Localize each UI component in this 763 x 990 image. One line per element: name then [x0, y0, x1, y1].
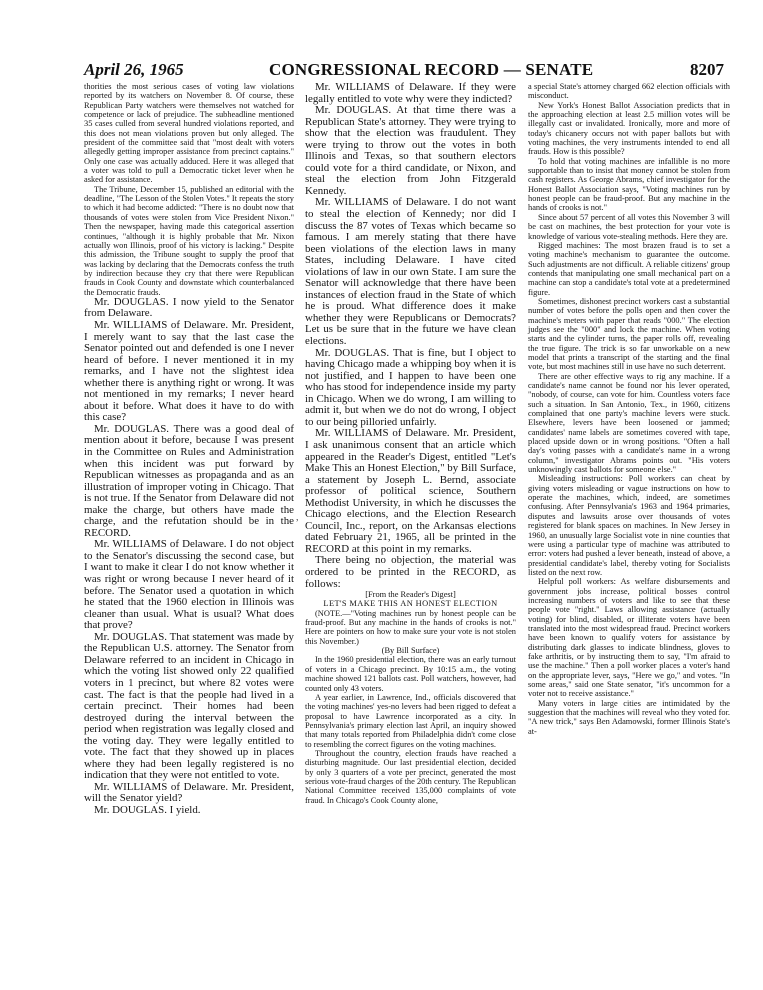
paragraph: Mr. WILLIAMS of Delaware. Mr. President, will the Senator yield? — [84, 780, 294, 805]
paragraph: Misleading instructions: Poll workers can cheat by giving voters misleading or vague instructions on how to operate the machines, which, indeed, are sometimes confusing. After Pennsylvania's 1963 and 1964 primaries, disputes and lawsuits arose over thousands of votes registered for blank spaces on machines. In New Jersey in 1960, an unusually large Socialist vote in nine counties that were using a particular type of machine was attributed to error: voters had pushed a lever beneath, instead of above, a presidential candidate's label, thereby voting for Socialists listed on the next row. — [528, 474, 730, 577]
paragraph: Mr. DOUGLAS. There was a good deal of mention about it before, because I was present in the Committee on Rules and Administration when this incident was put forward by Republican witnesses as propaganda and as an illustration of improper voting in Chicago. That is not true. If the Senator from Delaware did not make the charge, but others have made the charge, and the refutation should be in the RECORD. — [84, 422, 294, 539]
publication-title: CONGRESSIONAL RECORD — SENATE — [269, 60, 594, 79]
paragraph: Mr. WILLIAMS of Delaware. Mr. President, I merely want to say that the last case the Senator pointed out and defended is one I never heard of before. I never mentioned it in my remarks, and I have not the slightest idea whether there is anything right or wrong. It was not mentioned in my remarks; I never heard about it before. What does it have to do with this case? — [84, 319, 294, 424]
paragraph: Throughout the country, election frauds have reached a disturbing magnitude. Our last presidential election, decided by only 3 quarters of a vote per precinct, generated the most serious vote-fraud charges of the 20th century. The Republican National Committee received 135,000 complaints of vote fraud. In Chicago's Cook County alone, — [305, 748, 516, 805]
paragraph: Mr. DOUGLAS. That statement was made by the Republican U.S. attorney. The Senator from Delaware referred to an incident in Chicago in which the voting list showed only 22 qualified voters in 1 precinct, but where 82 votes were cast. The fact is that the people had lived in a certain precinct. Their homes had been destroyed during the interval between the period when registration was legally closed and the voting day. They were legally entitled to vote. The fact that they showed up in places where they had been legally registered is no indication that they were not entitled to vote. — [84, 630, 294, 782]
paragraph: There being no objection, the material was ordered to be printed in the RECORD, as follows: — [305, 554, 516, 590]
paragraph: Mr. WILLIAMS of Delaware. If they were legally entitled to vote why were they indicted? — [305, 81, 516, 105]
paragraph: Mr. DOUGLAS. That is fine, but I object to having Chicago made a whipping boy when it is not justified, and I happen to have been one who has stood for independence inside my party in Chicago. When we do wrong, I am willing to admit it, but when we do not do wrong, I object to our being pilloried unfairly. — [305, 346, 516, 428]
margin-mark: , — [296, 512, 299, 523]
paragraph: (NOTE.—"Voting machines run by honest people can be fraud-proof. But any machine in the hands of crooks is not." Here are pointers on how to make sure your vote is not stolen this November.) — [305, 608, 516, 646]
column-left — [84, 82, 294, 817]
paragraph: In the 1960 presidential election, there was an early turnout of voters in a Chicago precinct. By 10:15 a.m., the voting machine showed 121 ballots cast. Poll watchers, however, had counted only 43 voters. — [305, 655, 516, 693]
paragraph: Mr. DOUGLAS. I yield. — [94, 803, 201, 816]
paragraph: Mr. DOUGLAS. I now yield to the Senator from Delaware. — [84, 295, 294, 320]
paragraph: Mr. WILLIAMS of Delaware. I do not object to the Senator's discussing the second case, but I want to make it clear I do not know whether it was right or wrong because I never heard of it before. The Senator used a quotation in which he stated that the 1960 election in Illinois was cleaner than usual. What is usual? What does that prove? — [84, 538, 294, 632]
paragraph: The Tribune, December 15, published an editorial with the deadline, "The Lesson of the Stolen Votes." It repeats the story to which it had become addicted: "There is no doubt now that thousands of votes were stolen from Vice President Nixon." Then the newspaper, having made this categorical assertion continues, "although it is highly probable that Mr. Nixon actually won Illinois, proof of his victory is lacking." Despite this admission, the Tribune sought to supply the proof that was lacking by declaring that the Democrats confess the truth by indirection because they cry that there were Republican frauds in Cook County and downstate which counterbalanced the Democratic frauds. — [84, 184, 294, 297]
paragraph: New York's Honest Ballot Association predicts that in the approaching election at least 2.5 million votes will be illegally cast or invalidated. Ironically, more and more of today's chicanery occurs not with paper ballots but with voting machines, the very instruments intended to end all frauds. How is this possible? — [528, 100, 730, 157]
column-right — [528, 82, 730, 736]
paragraph: Rigged machines: The most brazen fraud is to set a voting machine's mechanism to guarantee the outcome. Such adjustments are not difficult. A reliable citizens' group contends that manipulating one small mechanical part on a machine can stop a candidate's total vote at a predetermined figure. — [528, 240, 730, 297]
paragraph: A year earlier, in Lawrence, Ind., officials discovered that the voting machines' yes-no levers had been rigged to defeat a proposal to have Lawrence incorporated as a city. In Pennsylvania's primary election last April, an inquiry showed that many totals reported from Philadelphia didn't come close to resembling the correct figures on the voting machines. — [305, 692, 516, 749]
page-number: 8207 — [690, 60, 724, 79]
paragraph: Mr. DOUGLAS. At that time there was a Republican State's attorney. They were trying to show that the election was fraudulent. They were trying to throw out the votes in both Illinois and Texas, so that southern electors could vote for a third candidate, or Nixon, and steal the election from John Fitzgerald Kennedy. — [305, 104, 516, 197]
column-middle — [305, 82, 516, 805]
paragraph: [From the Reader's Digest] — [365, 590, 456, 600]
paragraph: LET'S MAKE THIS AN HONEST ELECTION — [323, 599, 498, 609]
paragraph: Helpful poll workers: As welfare disbursements and government jobs increase, political bosses control increasing numbers of voters and like to see that these people vote "right." Laws allowing assistance (actually voting) for blind, disabled, or illiterate voters have been translated into the most widespread fraud. Precinct workers have been known to qualify voters for assistance by distributing dark glasses to indicate blindness, gloves to fake arthritis, or by instructing them to say, "I'm afraid to use the machine." Then a poll worker places a voter's hand on the appropriate lever, says, "Here we go," and votes. "In some areas," said one State senator, "it's uncommon for a voter not to receive assistance." — [528, 577, 730, 699]
issue-date: April 26, 1965 — [84, 60, 184, 79]
paragraph: Mr. WILLIAMS of Delaware. I do not want to steal the election of Kennedy; nor did I discuss the 87 votes of Texas which became so famous. I am merely stating that there have been violations of the election laws in many States, including Delaware. I have cited violations of law in our own State. I am sure the Senator will acknowledge that there have been instances of election fraud in the State of which he is proud. What difference does it make whether they were Republicans or Democrats? Let us be sure that in the future we have clean elections. — [305, 196, 516, 348]
paragraph: Sometimes, dishonest precinct workers cast a substantial number of votes before the polls open and then cover the machine's meters with paper that reads "000." The election judges see the "000" and lock the machine. When voting starts and the cylinder turns, the paper rolls off, revealing the true figure. The trick is so far unworkable on a new model that prints a transcript of the starting and the final vote, but most machines still in use have no such deterrent. — [528, 296, 730, 372]
paragraph: (By Bill Surface) — [381, 646, 440, 656]
paragraph: Many voters in large cities are intimidated by the suggestion that the machines will reveal who they voted for. "A new trick," says Ben Adamowski, former Illinois State's at- — [528, 698, 730, 736]
page-header — [84, 60, 724, 80]
paragraph: a special State's attorney charged 662 election officials with misconduct. — [528, 82, 730, 101]
paragraph: Since about 57 percent of all votes this November 3 will be cast on machines, the best protection for your vote is knowledge of various vote-stealing methods. Here they are. — [528, 212, 730, 241]
paragraph: There are other effective ways to rig any machine. If a candidate's name cannot be found nor his lever operated, "nobody, of course, can vote for him. Countless voters face such a situation. In San Antonio, Tex., in 1960, citizens complained that one party's machine levers were stuck. Elsewhere, levers have been loosened or jammed; candidates' name labels are sometimes covered with tape, placed upside down or in wrong positions. "Often a hall day's voting passes with a candidate's name in a wrong column," investigator Abrams points out. "His voters unknowingly cast ballots for someone else." — [528, 371, 730, 475]
paragraph: Mr. WILLIAMS of Delaware. Mr. President, I ask unanimous consent that an article which appeared in the Reader's Digest, entitled "Let's Make This an Honest Election," by Bill Surface, a statement by Joseph L. Bernd, associate professor of political science, Southern Methodist University, in which he discusses the Chicago elections, and the Election Research Council, Inc., report, on the Arkansas elections dated February 21, 1965, all be printed in the RECORD at this point in my remarks. — [305, 427, 516, 555]
paragraph: To hold that voting machines are infallible is no more supportable than to insist that money cannot be stolen from cash registers. As George Abrams, chief investigator for the Honest Ballot Association says, "Voting machines run by honest people can be fraud-proof. But any machine in the hands of crooks is not." — [528, 156, 730, 213]
paragraph: thorities the most serious cases of voting law violations reported by its watchers on November 8. Of course, these Republican Party watchers were themselves not watched for competence or lack of prejudice. The subheadline mentioned 35 cases culled from several hundred violations reported, and this does not mean violations proven but only alleged. The president of the committee said that "most dealt with voters allegedly getting improper assistance from precinct captains." Only one case was actually adduced. Here it was alleged that a voter was told to pull a Democratic ticket lever when he asked for assistance. — [84, 82, 294, 185]
